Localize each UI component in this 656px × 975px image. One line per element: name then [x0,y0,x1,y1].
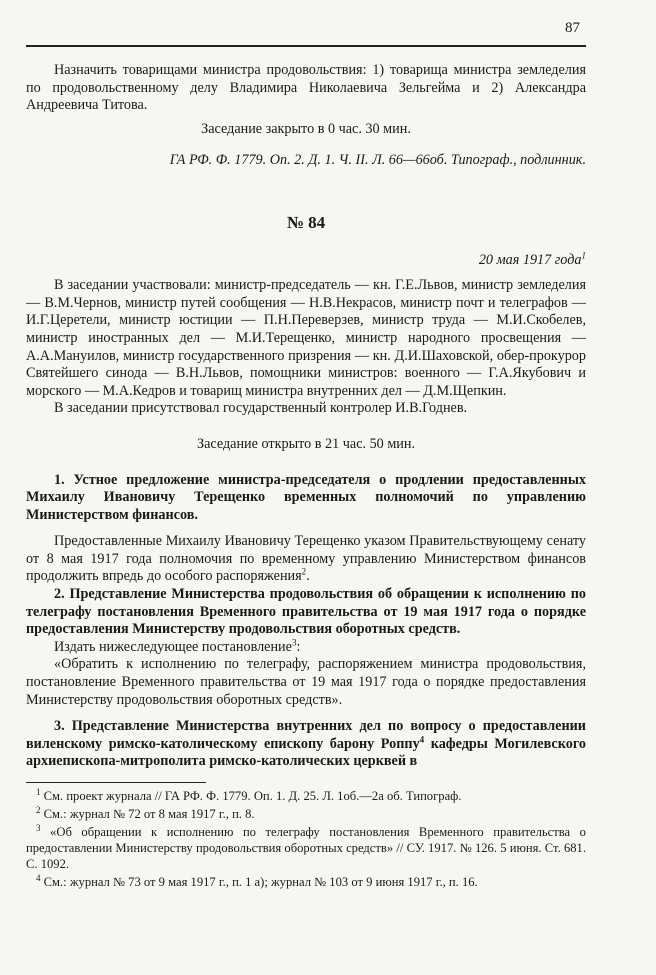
footnote-mark-2: 2 [36,804,41,815]
item-3-head-b: кафедры Могилевского архиепископа-митрополита римско-католических церквей в [26,735,586,770]
item-2-issue-text: Издать нижеследующее постановление [54,638,292,655]
footnote-3 [26,824,586,872]
item-1-text [26,533,586,586]
intro-paragraph: Назначить товарищами министра продовольствия: 1) товарища министра земледелия по продовольственному делу Владимира Николаевича Зельгейма и 2) Александра Андреевича Титова. [26,62,586,114]
page-number: 87 [565,20,580,36]
footnote-1 [26,788,586,804]
footnote-ref-4: 4 [419,734,425,745]
footnote-4 [26,874,586,890]
document-number: № 84 [286,212,326,232]
item-2-quote: «Обратить к исполнению по телеграфу, распоряжением министра продовольствия, постановление Временного правительства от 19 мая 1917 года о порядке предоставления Министерству продовольствия оборотных средств». [26,656,586,708]
session-closed: Заседание закрыто в 0 час. 30 мин. [201,120,411,137]
participants: В заседании участвовали: министр-председатель — кн. Г.Е.Львов, министр земледелия — В.М.Чернов, министр путей сообщения — Н.В.Некрасов, министр почт и телеграфов — И.Г.Церетели, министр юстиции — П.Н.Переверзев, министр труда — М.И.Скобелев, министр иностранных дел — М.И.Терещенко, министр народного просвещения — А.А.Мануилов, министр государственного призрения — кн. Д.И.Шаховской, обер-прокурор Святейшего синода — В.Н.Львов, помощники министров: военного — Г.А.Якубович и морского — М.А.Кедров и товарищ министра внутренних дел — Д.М.Щепкин. [26,277,586,399]
item-1-end: . [306,568,310,585]
session-opened: Заседание открыто в 21 час. 50 мин. [196,435,416,452]
footnote-text-2: См.: журнал № 72 от 8 мая 1917 г., п. 8. [43,807,255,821]
footnote-ref-2: 2 [301,566,307,577]
footnote-text-1: См. проект журнала // ГА РФ. Ф. 1779. Оп. 1. Д. 25. Л. 1об.—2а об. Типограф. [43,789,462,803]
archive-source: ГА РФ. Ф. 1779. Оп. 2. Д. 1. Ч. II. Л. 66—66об. Типограф., подлинник. [169,152,586,169]
footnote-mark-3: 3 [36,822,41,833]
page-body [26,62,586,890]
item-2-colon: : [296,638,301,655]
footnote-ref-3: 3 [291,637,297,648]
footnote-2 [26,806,586,822]
item-3-head-a: 3. Представление Министерства внутренних дел по вопросу о предоставлении виленскому римско-католическому епископу барону Роппу [26,718,586,752]
item-3-heading [26,718,586,771]
footnote-mark-4: 4 [36,872,41,883]
footnote-text-4: См.: журнал № 73 от 9 мая 1917 г., п. 1 а); журнал № 103 от 9 июня 1917 г., п. 16. [43,875,478,889]
item-2-issue [26,639,586,657]
item-2-heading: 2. Представление Министерства продовольствия об обращении к исполнению по телеграфу постановления Временного правительства от 19 мая 1917 года о порядке предоставления Министерству продовольствия оборотных средств. [26,586,586,638]
header-rule [26,45,586,47]
footnote-rule [26,782,206,783]
footnote-mark-1: 1 [36,786,41,797]
document-date [26,249,586,270]
present: В заседании присутствовал государственный контролер И.В.Годнев. [54,400,468,417]
item-1-body: Предоставленные Михаилу Ивановичу Терещенко указом Правительствующему сенату от 8 мая 1917 года полномочия по временному управлению Министерством финансов продолжить впредь до особого распоряжения [26,533,586,585]
footnote-ref-1: 1 [581,249,586,260]
date-text: 20 мая 1917 года [478,251,582,268]
item-1-heading: 1. Устное предложение министра-председателя о продлении предоставленных Михаилу Ивановичу Терещенко временных полномочий по управлению Министерством финансов. [26,471,586,523]
footnote-text-3: «Об обращении к исполнению по телеграфу постановления Временного правительства о предоставлении Министерству продовольствия оборотных средств» // СУ. 1917. № 126. 5 июня. Ст. 681. С. 1092. [26,825,586,871]
